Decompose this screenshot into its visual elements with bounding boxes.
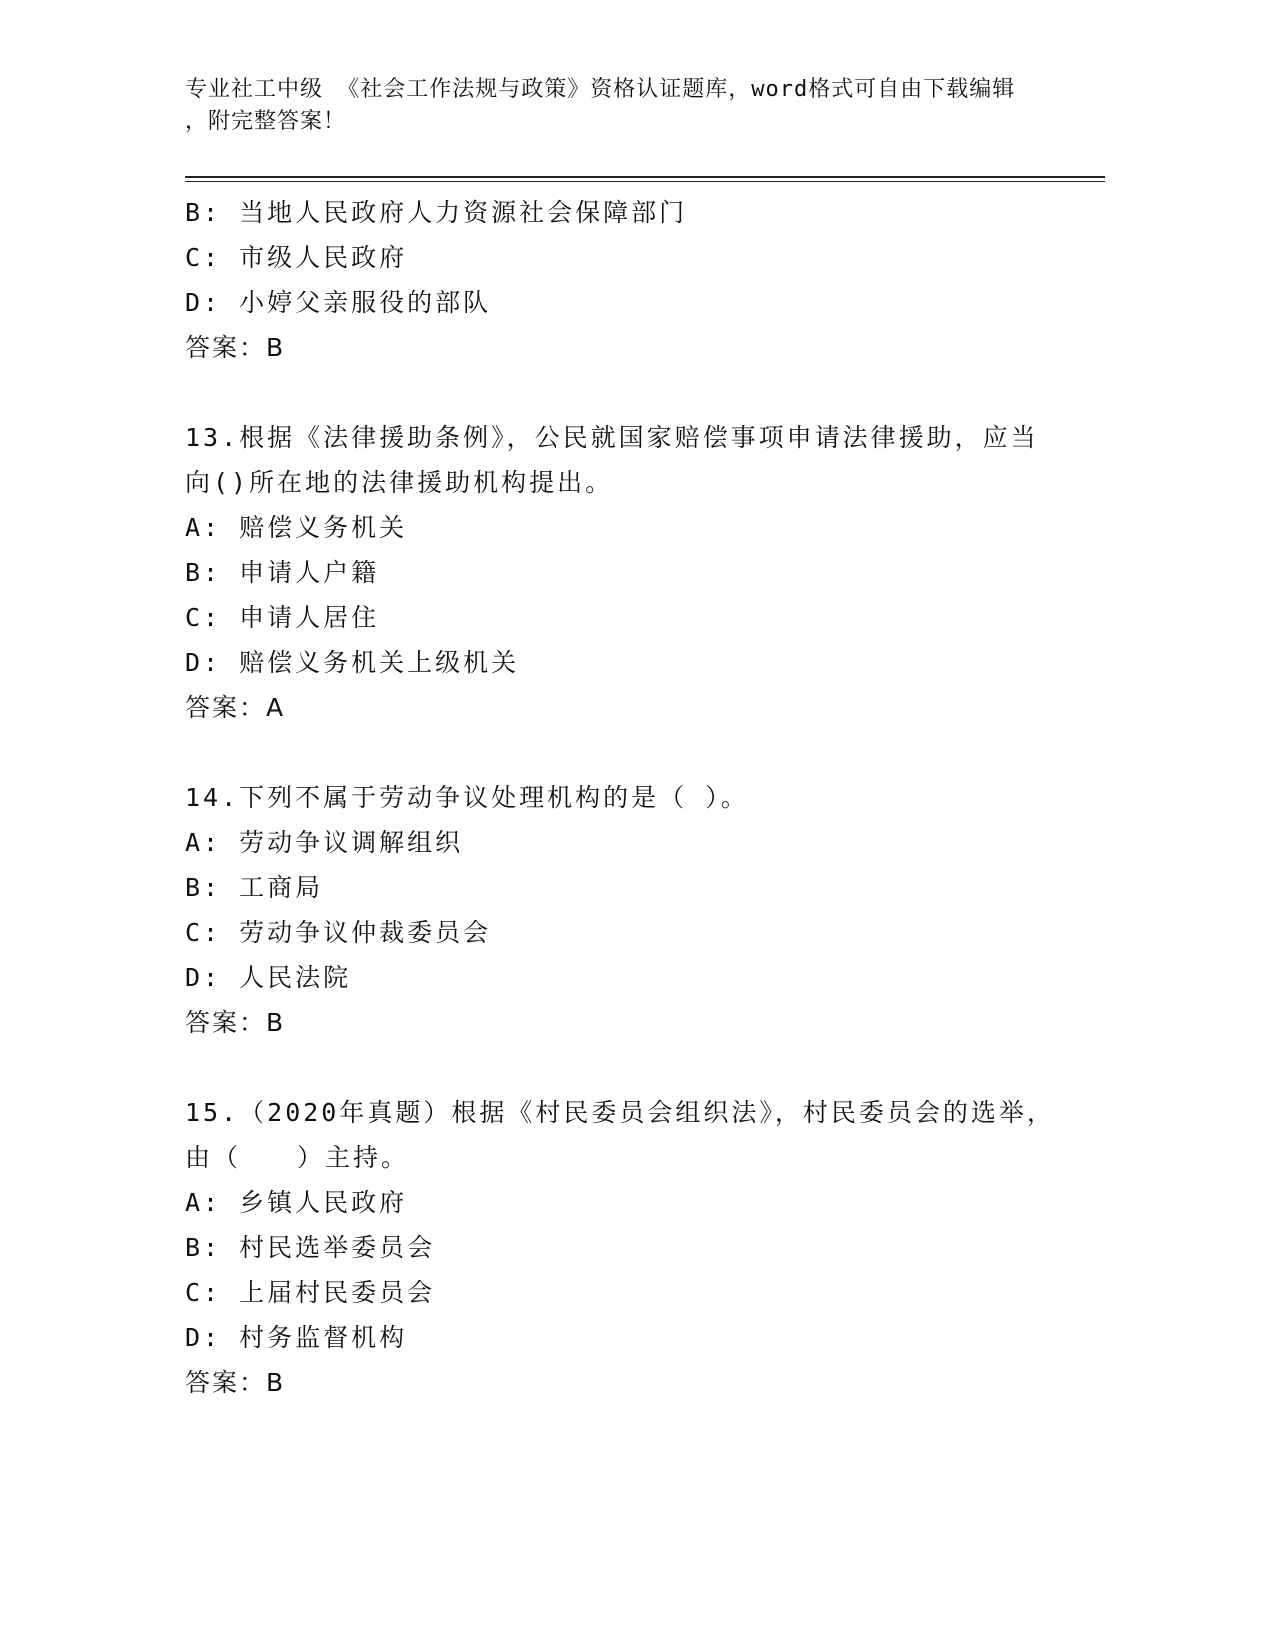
answer: 答案：A	[185, 693, 286, 722]
option-b: B: 村民选举委员会	[185, 1233, 436, 1262]
option-d: D: 人民法院	[185, 963, 352, 992]
spacer	[185, 370, 1065, 415]
answer: 答案：B	[185, 1368, 286, 1397]
option-c: C: 市级人民政府	[185, 243, 408, 272]
header-rule-thin	[185, 181, 1105, 182]
header-line-1: 专业社工中级 《社会工作法规与政策》资格认证题库，word格式可自由下载编辑	[185, 77, 1016, 102]
option-b: B: 申请人户籍	[185, 558, 380, 587]
question-text-line-1: 14.下列不属于劳动争议处理机构的是（ ）。	[185, 783, 749, 812]
question-12-tail	[185, 190, 1065, 370]
option-a: A: 赔偿义务机关	[185, 513, 408, 542]
option-c: C: 申请人居住	[185, 603, 380, 632]
spacer	[185, 1045, 1065, 1090]
option-d: D: 村务监督机构	[185, 1323, 408, 1352]
question-15	[185, 1090, 1065, 1405]
header-rule-thick	[185, 176, 1105, 178]
question-text-line-2: 由（ ）主持。	[185, 1143, 410, 1172]
spacer	[185, 730, 1065, 775]
option-d: D: 小婷父亲服役的部队	[185, 288, 492, 317]
option-c: C: 上届村民委员会	[185, 1278, 436, 1307]
question-13	[185, 415, 1065, 730]
question-text-line-1: 13.根据《法律援助条例》，公民就国家赔偿事项申请法律援助，应当	[185, 423, 1039, 452]
option-d: D: 赔偿义务机关上级机关	[185, 648, 520, 677]
question-text-line-2: 向()所在地的法律援助机构提出。	[185, 468, 614, 497]
question-content	[185, 190, 1065, 1405]
question-text-line-1: 15.（2020年真题）根据《村民委员会组织法》，村民委员会的选举，	[185, 1098, 1055, 1127]
option-b: B: 工商局	[185, 873, 324, 902]
question-14	[185, 775, 1065, 1045]
header-line-2: ，附完整答案！	[185, 109, 347, 134]
option-b: B: 当地人民政府人力资源社会保障部门	[185, 198, 688, 227]
option-c: C: 劳动争议仲裁委员会	[185, 918, 492, 947]
answer: 答案：B	[185, 333, 286, 362]
answer: 答案：B	[185, 1008, 286, 1037]
option-a: A: 乡镇人民政府	[185, 1188, 408, 1217]
page-header	[185, 74, 1085, 138]
option-a: A: 劳动争议调解组织	[185, 828, 464, 857]
